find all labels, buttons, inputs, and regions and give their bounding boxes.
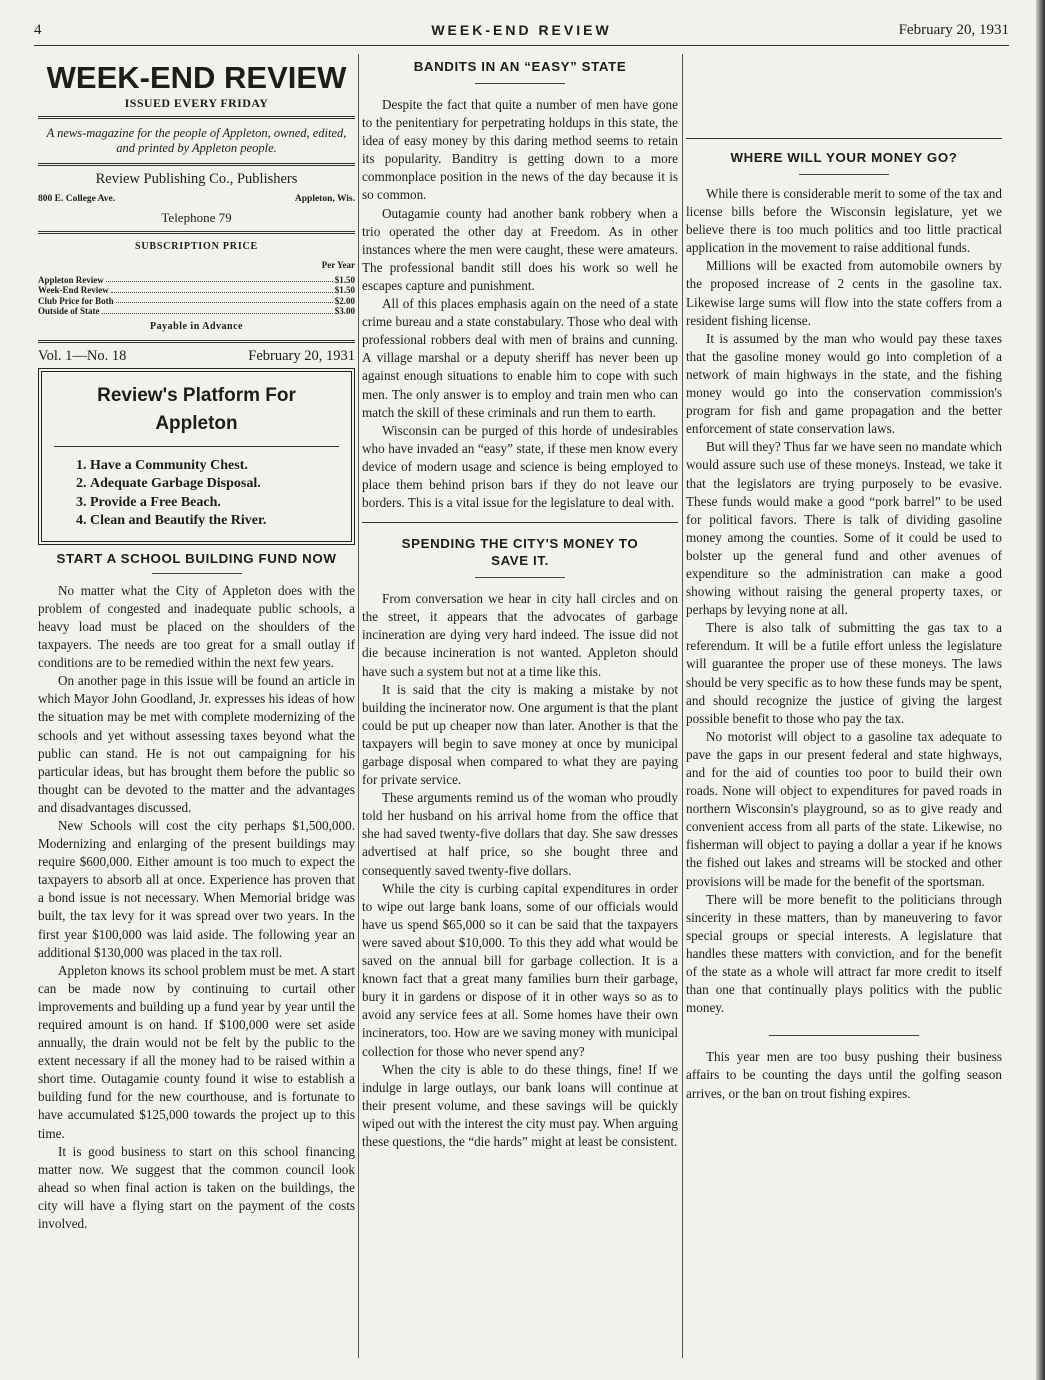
price-row: Club Price for Both $2.00 bbox=[38, 295, 355, 306]
price-row: Appleton Review $1.50 bbox=[38, 274, 355, 285]
money-headline: WHERE WILL YOUR MONEY GO? bbox=[730, 150, 958, 165]
filler-paragraph: This year men are too busy pushing their business affairs to be counting the days until the golfing season arrives, or the ban on trout fishing expires. bbox=[686, 1049, 1002, 1101]
volume-line bbox=[38, 347, 355, 365]
spending-headline: SPENDING THE CITY'S MONEY TO SAVE IT. bbox=[401, 536, 639, 569]
divider bbox=[38, 116, 355, 119]
platform-list bbox=[54, 457, 339, 531]
article-paragraph: There is also talk of submitting the gas tax to a referendum. It will be a futile effort unless the legislature will guarantee the proper use of these moneys. The laws should be very specific as to how these funds may be spent, and should recognize the justice of giving the largest possible benefit to those who pay the tax. bbox=[686, 620, 1002, 726]
article-paragraph: On another page in this issue will be found an article in which Mayor John Goodland, Jr. expresses his ideas of how the situation may be met with complete modernizing of the schools and yet without assessing taxes beyond what the public can stand. He is not out campaigning for his particular ideas, but has brought them before the public so thought can be devoted to the matter and the advantages and disadvantages discussed. bbox=[38, 673, 355, 815]
masthead-title: WEEK-END REVIEW bbox=[46, 60, 347, 95]
filler-rule bbox=[769, 1035, 919, 1036]
article-paragraph: Outagamie county had another bank robbery when a trio operated the other day at Freedom. As in other instances where the men were caught, these were amateurs. The professional bandit still does his work so well he escapes capture and punishment. bbox=[362, 205, 678, 293]
price-row: Week-End Review $1.50 bbox=[38, 285, 355, 296]
column-1 bbox=[38, 54, 355, 1233]
column-3 bbox=[686, 54, 1002, 1103]
running-title: WEEK-END REVIEW bbox=[431, 22, 612, 38]
bandits-article bbox=[362, 96, 678, 512]
column-rule bbox=[358, 54, 359, 1358]
telephone: Telephone 79 bbox=[161, 210, 232, 226]
article-paragraph: These arguments remind us of the woman who proudly told her husband on his arrival home from the office that she had saved twenty-five dollars that day. She saw dresses advertised at half price, so she bought three and consequently saved twenty-five dollars. bbox=[362, 790, 678, 878]
article-paragraph: But will they? Thus far we have seen no mandate which would assure such use of these moneys. Instead, we take it that the legislators are trying purposely to be evasive. These funds would make a good “pork barrel” to be used for political favors. There is talk of dividing gasoline money among the counties. Some of it could be used to bolster up the general fund and other avenues of expenditure so the administration can make a good showing without raising the general property taxes, or perhaps by levying none at all. bbox=[686, 439, 1002, 618]
article-paragraph: When the city is able to do these things, fine! If we indulge in large outlays, our bank loans will continue at their present volume, and these savings will be quickly wiped out with the interest the city must pay. When arguing these questions, the “die hards” might at least be consistent. bbox=[362, 1061, 678, 1149]
school-headline: START A SCHOOL BUILDING FUND NOW bbox=[56, 550, 337, 566]
column-rule bbox=[682, 54, 683, 1358]
platform-item: 2. Adequate Garbage Disposal. bbox=[90, 475, 339, 494]
divider bbox=[38, 340, 355, 343]
price-list bbox=[38, 275, 355, 317]
volume-date: February 20, 1931 bbox=[248, 347, 355, 364]
school-article bbox=[38, 582, 355, 1233]
platform-box bbox=[41, 371, 352, 542]
section-rule bbox=[362, 522, 678, 523]
article-paragraph: New Schools will cost the city perhaps $1,500,000. Modernizing and enlarging of the present buildings may require $600,000. Either amount is too much to expect the taxpayers to absorb all at once. Experience has proven that a bond issue is not necessary. When Memorial bridge was built, the tax levy for it was spread over two years. In the first year $100,000 was laid aside. The following year an additional $130,000 was placed in the tax roll. bbox=[38, 817, 355, 960]
section-rule bbox=[686, 138, 1002, 139]
header-rule bbox=[34, 45, 1009, 46]
platform-rule bbox=[54, 446, 339, 447]
article-paragraph: Wisconsin can be purged of this horde of undesirables who have invaded an “easy” state, if these men know every device of modern usage and science is being employed to place them behind prison bars if they do not leave our borders. This is a vital issue for the legislature to deal with. bbox=[362, 422, 678, 511]
headline-rule bbox=[799, 174, 889, 175]
article-paragraph: It is good business to start on this school financing matter now. We suggest that the common council look ahead so when final action is taken on the buildings, the city will have a flying start on the payment of the costs involved. bbox=[38, 1143, 355, 1232]
article-paragraph: No matter what the City of Appleton does with the problem of congested and inadequate public schools, a heavy load must be placed on the shoulders of the taxpayers. The needs are too great for a small outlay if conditions are to be remedied within the next few years. bbox=[38, 582, 355, 671]
running-date: February 20, 1931 bbox=[898, 22, 1009, 38]
divider bbox=[38, 231, 355, 234]
publisher: Review Publishing Co., Publishers bbox=[95, 171, 298, 188]
payable-note: Payable in Advance bbox=[150, 320, 243, 332]
masthead-subtitle: ISSUED EVERY FRIDAY bbox=[124, 96, 269, 110]
page-edge bbox=[1036, 0, 1045, 1380]
article-paragraph: Appleton knows its school problem must be met. A start can be made now by continuing to curtail other improvements and building up a fund year by year until the required amount is on hand. If $100,000 were set aside annually, the drain would not be felt by the public to the extent necessary if all the money had to be raised within a short time. Outagamie county found it wise to establish a building fund for the new courthouse, and is fortunate to have accumulated $125,000 towards the project up to this time. bbox=[38, 962, 355, 1141]
article-paragraph: There will be more benefit to the politicians through sincerity in these matters, than by maneuvering to favor special groups or special interests. A legislature that handles these matters with conviction, and for the benefit of the state as a whole will attract far more credit to itself than one that continually plays politics with the public money. bbox=[686, 891, 1002, 1016]
article-paragraph: Despite the fact that quite a number of men have gone to the penitentiary for perpetrating holdups in this state, the idea of easy money by this daring method seems to retain its popularity. Banditry is getting down to a more commonplace position in the news of the day because it is so common. bbox=[362, 97, 678, 203]
article-paragraph: From conversation we hear in city hall circles and on the street, it appears that the advocates of garbage incineration are dying very hard indeed. The issue did not die because incineration is not wanted. Appleton should have such a system but not at a time like this. bbox=[362, 591, 678, 679]
volume-number: Vol. 1—No. 18 bbox=[38, 347, 127, 364]
headline-rule bbox=[475, 577, 565, 578]
platform-item: 1. Have a Community Chest. bbox=[90, 457, 339, 476]
bandits-headline: BANDITS IN AN “EASY” STATE bbox=[413, 59, 627, 74]
divider bbox=[38, 163, 355, 166]
spending-article bbox=[362, 590, 678, 1151]
article-paragraph: It is said that the city is making a mistake by not building the incinerator now. One argument is that the plant could be put up cheaper now than later. Another is that the taxpayers will begin to save money at once by municipal garbage disposal when compared to what they are paying for private service. bbox=[362, 681, 678, 788]
platform-title: Review's Platform For Appleton bbox=[97, 384, 296, 434]
article-paragraph: Millions will be exacted from automobile owners by the proposed increase of 2 cents in the gasoline tax. Likewise large sums will flow into the state coffers from a resident fishing license. bbox=[686, 258, 1002, 328]
column-2 bbox=[362, 54, 678, 1151]
address-street: 800 E. College Ave. bbox=[38, 194, 116, 205]
price-row: Outside of State $3.00 bbox=[38, 306, 355, 317]
article-paragraph: It is assumed by the man who would pay these taxes that the gasoline money would go into completion of a network of main highways in the state, and the fishing money would go into the conservation commission's program for fish and game propagation and the better enforcement of state conservation laws. bbox=[686, 330, 1002, 437]
headline-rule bbox=[475, 83, 565, 84]
address bbox=[38, 190, 355, 208]
address-city: Appleton, Wis. bbox=[294, 194, 355, 205]
page-number: 4 bbox=[34, 22, 42, 38]
article-paragraph: While there is considerable merit to some of the tax and license bills before the Wisconsin legislature, yet we believe there is too much politics and too little practical application in the movement to raise additional funds. bbox=[686, 186, 1002, 256]
article-paragraph: While the city is curbing capital expenditures in order to wipe out large bank loans, some of our officials would have us spend $65,000 so it can be said that the taxpayers were saved about $10,000. To this they add what would be saved on the annual bill for garbage collection. It is a known fact that a great many families burn their garbage, bury it in gardens or dispose of it in other ways so as to avoid any service fees at all. Some homes have their own incinerators, too. How are we saving money with municipal collection for those who never spend any? bbox=[362, 880, 678, 1059]
headline-rule bbox=[152, 573, 242, 574]
platform-item: 4. Clean and Beautify the River. bbox=[90, 512, 339, 531]
masthead-tagline: A news-magazine for the people of Appleton, owned, edited, and printed by Appleton people. bbox=[46, 126, 347, 156]
money-article bbox=[686, 185, 1002, 1017]
running-header bbox=[34, 22, 1009, 44]
subscription-title: SUBSCRIPTION PRICE bbox=[134, 241, 259, 253]
masthead bbox=[38, 60, 355, 112]
article-paragraph: No motorist will object to a gasoline tax adequate to pave the gaps in our present federal and state highways, and for the aid of counties too poor to build their own roads. None will object to expenditures for paved roads in northern Wisconsin's playground, so as to give ready and convenient access from all parts of the state. Likewise, no fisherman will object to paying a dollar a year if he knows the fished out lakes and streams will be stocked and other provisions will be made for the benefit of the sportsman. bbox=[686, 728, 1002, 889]
platform-item: 3. Provide a Free Beach. bbox=[90, 494, 339, 513]
article-paragraph: All of this places emphasis again on the need of a state crime bureau and a state constabulary. Those who deal with professional robbers deal with men of brains and cunning. A village marshal or a deputy sheriff has never been up against enough situations to enable him to cope with such men. The only answer is to employ and train men who can match the skill of these criminals and run them to earth. bbox=[362, 296, 678, 420]
per-year-label: Per Year bbox=[321, 260, 355, 271]
